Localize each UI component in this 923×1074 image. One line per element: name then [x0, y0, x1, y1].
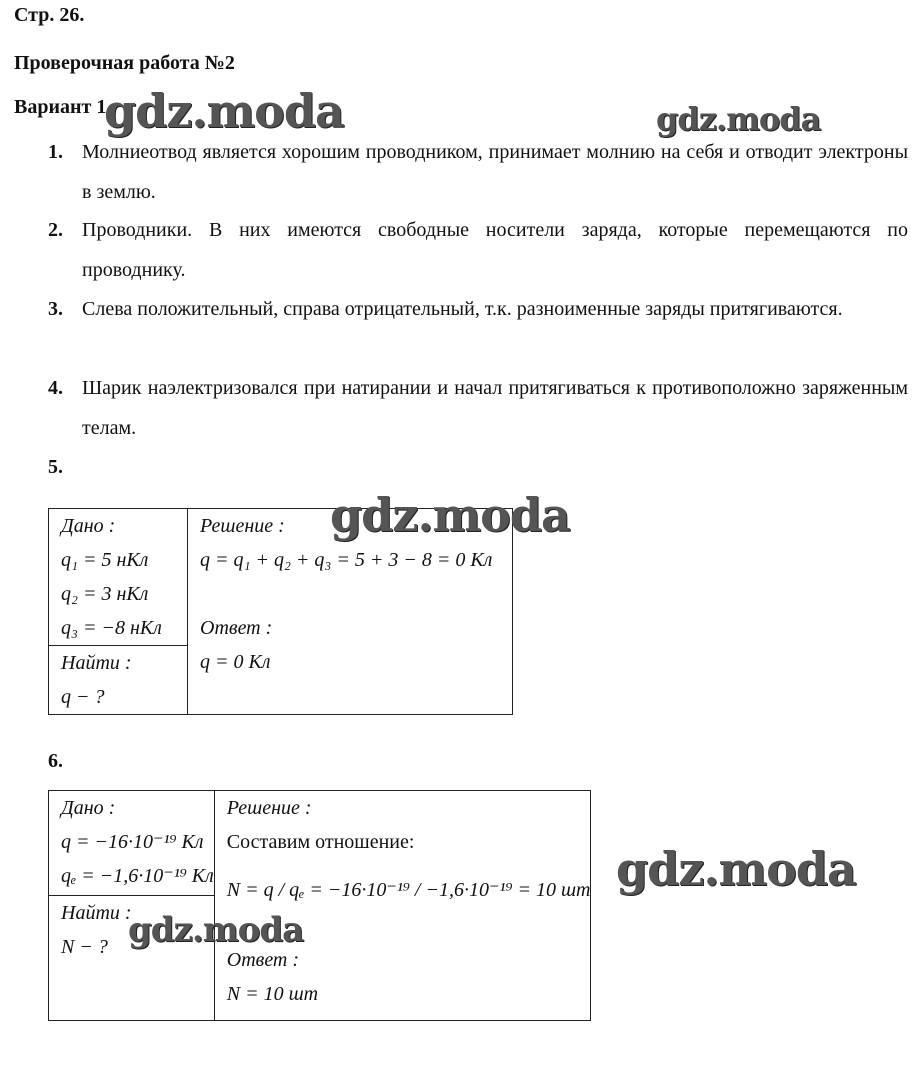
find-value: q − ? [61, 686, 105, 708]
task-5-number: 5. [48, 456, 63, 478]
answer-item-2 [48, 210, 908, 290]
given-q: q = −16·10⁻¹⁹ Кл [61, 831, 204, 853]
solution-label: Решение : [200, 515, 285, 537]
answer-item-3 [48, 289, 908, 329]
variant-heading: Вариант 1 [14, 96, 107, 118]
item-number: 1. [48, 141, 63, 163]
given-q1: q₁ = 5 нКл [61, 549, 149, 571]
item-number: 2. [48, 219, 63, 241]
given-qe: qₑ = −1,6·10⁻¹⁹ Кл [61, 865, 214, 887]
item-number: 4. [48, 377, 63, 399]
item-text: Молниеотвод является хорошим проводником, принимает молнию на себя и отводит электроны в землю. [82, 141, 908, 203]
solution-formula: N = q / qₑ = −16·10⁻¹⁹ / −1,6·10⁻¹⁹ = 10 шт [226, 879, 591, 901]
answer-item-4 [48, 368, 908, 448]
answer-value: N = 10 шт [226, 983, 319, 1005]
item-number: 3. [48, 298, 63, 320]
given-cell [49, 509, 188, 646]
solution-cell [214, 791, 591, 1021]
watermark: gdz.moda [104, 84, 344, 138]
item-text: Проводники. В них имеются свободные носители заряда, которые перемещаются по проводнику. [82, 219, 908, 281]
solution-formula: q = q₁ + q₂ + q₃ = 5 + 3 − 8 = 0 Кл [200, 549, 493, 571]
given-q3: q₃ = −8 нКл [61, 617, 162, 639]
answer-label: Ответ : [226, 949, 300, 971]
answer-label: Ответ : [200, 617, 273, 639]
page-number: Стр. 26. [14, 4, 85, 26]
solution-label: Решение : [226, 797, 312, 819]
task-6-table [48, 790, 591, 1021]
page-title: Проверочная работа №2 [14, 52, 235, 74]
watermark: gdz.moda [656, 100, 821, 138]
find-label: Найти : [61, 652, 132, 674]
watermark: gdz.moda [616, 842, 856, 896]
find-value: N − ? [61, 936, 108, 958]
answer-value: q = 0 Кл [200, 651, 271, 673]
item-text: Шарик наэлектризовался при натирании и начал притягиваться к противоположно заряженным телам. [82, 377, 908, 439]
given-label: Дано : [61, 797, 116, 819]
item-text: Слева положительный, справа отрицательный, т.к. разноименные заряды притягиваются. [82, 298, 843, 320]
solution-intro: Составим отношение: [226, 831, 415, 853]
task-6-number: 6. [48, 750, 63, 772]
given-q2: q₂ = 3 нКл [61, 583, 149, 605]
answer-item-1 [48, 132, 908, 212]
find-label: Найти : [61, 902, 132, 924]
watermark: gdz.moda [128, 910, 304, 950]
watermark: gdz.moda [330, 488, 570, 542]
find-cell [49, 646, 188, 715]
given-cell [49, 791, 215, 896]
given-label: Дано : [61, 515, 116, 537]
